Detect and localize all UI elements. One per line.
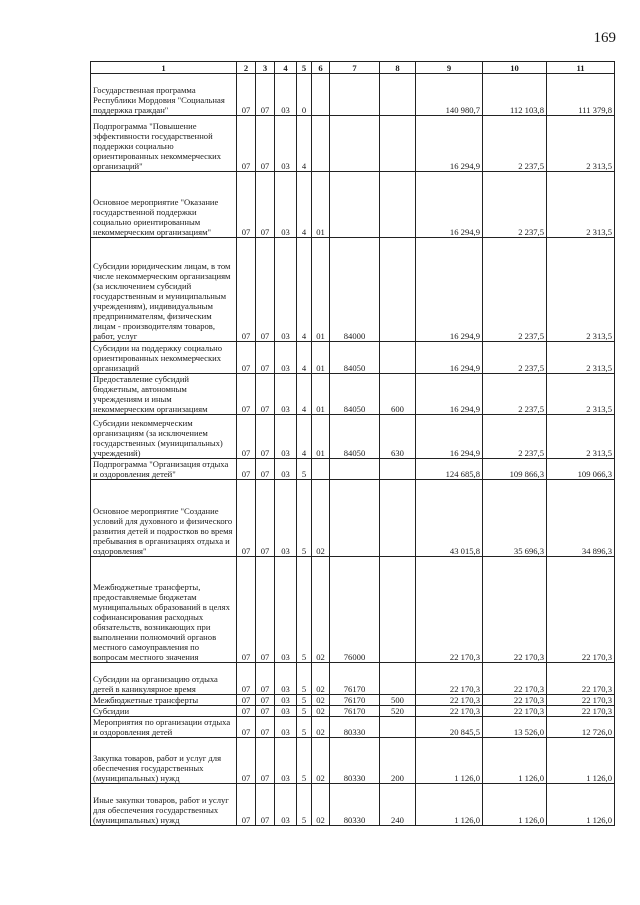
- row-v11-cell: 12 726,0: [547, 717, 615, 738]
- row-c2-cell: 07: [237, 74, 256, 116]
- row-c6-cell: 02: [312, 717, 330, 738]
- table-header-row: [91, 62, 615, 74]
- row-c2-cell: 07: [237, 557, 256, 663]
- row-v11-cell: 2 313,5: [547, 172, 615, 238]
- row-v9-cell: 1 126,0: [416, 738, 483, 784]
- row-c4-cell: 03: [275, 480, 297, 557]
- row-v9-cell: 16 294,9: [416, 342, 483, 374]
- row-c8-cell: 520: [380, 706, 416, 717]
- table-row: [91, 706, 615, 717]
- row-v10-cell: 2 237,5: [483, 415, 547, 459]
- table-row: [91, 738, 615, 784]
- row-v11-cell: 1 126,0: [547, 738, 615, 784]
- row-v10-cell: 2 237,5: [483, 342, 547, 374]
- row-c2-cell: 07: [237, 342, 256, 374]
- row-v10-cell: 2 237,5: [483, 172, 547, 238]
- row-c2-cell: 07: [237, 695, 256, 706]
- row-c4-cell: 03: [275, 74, 297, 116]
- row-v10-cell: 22 170,3: [483, 695, 547, 706]
- row-v11-cell: 22 170,3: [547, 706, 615, 717]
- row-c3-cell: 07: [256, 706, 275, 717]
- row-v9-cell: 16 294,9: [416, 172, 483, 238]
- row-c4-cell: 03: [275, 342, 297, 374]
- row-v11-cell: 34 896,3: [547, 480, 615, 557]
- row-v11-cell: 1 126,0: [547, 784, 615, 826]
- row-c2-cell: 07: [237, 706, 256, 717]
- row-c8-cell: [380, 342, 416, 374]
- row-v9-cell: 22 170,3: [416, 695, 483, 706]
- row-c6-cell: 02: [312, 695, 330, 706]
- row-v10-cell: 1 126,0: [483, 784, 547, 826]
- row-v10-cell: 22 170,3: [483, 557, 547, 663]
- row-c7-cell: [330, 74, 380, 116]
- row-c6-cell: 02: [312, 738, 330, 784]
- row-c6-cell: 02: [312, 784, 330, 826]
- row-v11-cell: 2 313,5: [547, 415, 615, 459]
- row-v11-cell: 22 170,3: [547, 695, 615, 706]
- row-v11-cell: 109 066,3: [547, 459, 615, 480]
- row-v9-cell: 22 170,3: [416, 706, 483, 717]
- row-c4-cell: 03: [275, 374, 297, 415]
- row-name-cell: Закупка товаров, работ и услуг для обеспечения государственных (муниципальных) нужд: [91, 738, 237, 784]
- row-name-cell: Субсидии юридическим лицам, в том числе некоммерческим организациям (за исключением субсидий государственным и муниципальным учреждениям), индивидуальным предпринимателям, физическим лицам - производителям товаров, работ, услуг: [91, 238, 237, 342]
- row-c2-cell: 07: [237, 116, 256, 172]
- row-v11-cell: 2 313,5: [547, 342, 615, 374]
- row-c7-cell: [330, 172, 380, 238]
- table-row: [91, 695, 615, 706]
- row-c4-cell: 03: [275, 238, 297, 342]
- row-c3-cell: 07: [256, 738, 275, 784]
- row-c3-cell: 07: [256, 374, 275, 415]
- row-c8-cell: [380, 459, 416, 480]
- row-c8-cell: 240: [380, 784, 416, 826]
- row-c5-cell: 4: [297, 374, 312, 415]
- row-v11-cell: 22 170,3: [547, 663, 615, 695]
- row-c4-cell: 03: [275, 116, 297, 172]
- row-c3-cell: 07: [256, 116, 275, 172]
- row-c8-cell: [380, 172, 416, 238]
- row-c8-cell: [380, 238, 416, 342]
- row-c4-cell: 03: [275, 717, 297, 738]
- row-c5-cell: 4: [297, 116, 312, 172]
- table-row: [91, 459, 615, 480]
- row-c6-cell: 01: [312, 342, 330, 374]
- row-c3-cell: 07: [256, 342, 275, 374]
- row-c6-cell: 02: [312, 663, 330, 695]
- row-c4-cell: 03: [275, 557, 297, 663]
- row-name-cell: Основное мероприятие "Оказание государственной поддержки социально ориентированным некоммерческим организациям": [91, 172, 237, 238]
- row-c5-cell: 5: [297, 480, 312, 557]
- column-header-6: 6: [312, 62, 330, 74]
- row-c5-cell: 5: [297, 706, 312, 717]
- row-c3-cell: 07: [256, 74, 275, 116]
- row-c7-cell: 76170: [330, 663, 380, 695]
- row-c7-cell: 76170: [330, 706, 380, 717]
- row-c3-cell: 07: [256, 663, 275, 695]
- row-c2-cell: 07: [237, 717, 256, 738]
- row-c2-cell: 07: [237, 738, 256, 784]
- row-v11-cell: 111 379,8: [547, 74, 615, 116]
- column-header-3: 3: [256, 62, 275, 74]
- row-v11-cell: 22 170,3: [547, 557, 615, 663]
- table-row: [91, 238, 615, 342]
- column-header-5: 5: [297, 62, 312, 74]
- row-c6-cell: 02: [312, 557, 330, 663]
- row-c4-cell: 03: [275, 663, 297, 695]
- row-c3-cell: 07: [256, 172, 275, 238]
- row-c7-cell: [330, 116, 380, 172]
- row-c5-cell: 5: [297, 738, 312, 784]
- table-row: [91, 784, 615, 826]
- column-header-2: 2: [237, 62, 256, 74]
- row-c2-cell: 07: [237, 784, 256, 826]
- row-c8-cell: 500: [380, 695, 416, 706]
- row-c5-cell: 4: [297, 415, 312, 459]
- row-v10-cell: 2 237,5: [483, 238, 547, 342]
- row-c7-cell: 84000: [330, 238, 380, 342]
- row-c7-cell: [330, 480, 380, 557]
- row-name-cell: Иные закупки товаров, работ и услуг для обеспечения государственных (муниципальных) нужд: [91, 784, 237, 826]
- row-v9-cell: 20 845,5: [416, 717, 483, 738]
- row-v10-cell: 1 126,0: [483, 738, 547, 784]
- row-v9-cell: 16 294,9: [416, 238, 483, 342]
- row-c6-cell: 01: [312, 172, 330, 238]
- table-row: [91, 557, 615, 663]
- row-c8-cell: [380, 74, 416, 116]
- table-row: [91, 415, 615, 459]
- row-c5-cell: 4: [297, 238, 312, 342]
- row-c8-cell: [380, 717, 416, 738]
- row-name-cell: Межбюджетные трансферты: [91, 695, 237, 706]
- row-c7-cell: 84050: [330, 342, 380, 374]
- row-v9-cell: 43 015,8: [416, 480, 483, 557]
- row-v9-cell: 16 294,9: [416, 374, 483, 415]
- row-c6-cell: 01: [312, 374, 330, 415]
- row-c8-cell: [380, 116, 416, 172]
- row-c7-cell: 80330: [330, 784, 380, 826]
- row-c4-cell: 03: [275, 172, 297, 238]
- row-c5-cell: 0: [297, 74, 312, 116]
- row-c3-cell: 07: [256, 238, 275, 342]
- row-c7-cell: 84050: [330, 415, 380, 459]
- row-name-cell: Предоставление субсидий бюджетным, автономным учреждениям и иным некоммерческим организациям: [91, 374, 237, 415]
- row-c8-cell: 630: [380, 415, 416, 459]
- row-c2-cell: 07: [237, 480, 256, 557]
- row-c7-cell: 84050: [330, 374, 380, 415]
- row-v9-cell: 16 294,9: [416, 116, 483, 172]
- row-c6-cell: 01: [312, 238, 330, 342]
- row-c4-cell: 03: [275, 459, 297, 480]
- row-v9-cell: 16 294,9: [416, 415, 483, 459]
- table-row: [91, 172, 615, 238]
- column-header-4: 4: [275, 62, 297, 74]
- row-v10-cell: 2 237,5: [483, 374, 547, 415]
- row-c5-cell: 5: [297, 717, 312, 738]
- row-c2-cell: 07: [237, 663, 256, 695]
- row-v11-cell: 2 313,5: [547, 238, 615, 342]
- row-v10-cell: 22 170,3: [483, 663, 547, 695]
- row-c7-cell: 80330: [330, 717, 380, 738]
- row-c5-cell: 5: [297, 459, 312, 480]
- budget-table: [90, 61, 615, 826]
- row-c8-cell: [380, 663, 416, 695]
- row-v9-cell: 124 685,8: [416, 459, 483, 480]
- row-name-cell: Субсидии на поддержку социально ориентированных некоммерческих организаций: [91, 342, 237, 374]
- row-c3-cell: 07: [256, 415, 275, 459]
- row-c8-cell: 600: [380, 374, 416, 415]
- row-c7-cell: 80330: [330, 738, 380, 784]
- row-c3-cell: 07: [256, 459, 275, 480]
- row-c4-cell: 03: [275, 695, 297, 706]
- row-v9-cell: 22 170,3: [416, 663, 483, 695]
- table-row: [91, 717, 615, 738]
- row-c6-cell: [312, 459, 330, 480]
- row-c2-cell: 07: [237, 172, 256, 238]
- row-v10-cell: 2 237,5: [483, 116, 547, 172]
- row-c7-cell: 76170: [330, 695, 380, 706]
- row-c2-cell: 07: [237, 238, 256, 342]
- row-name-cell: Подпрограмма "Организация отдыха и оздоровления детей": [91, 459, 237, 480]
- table-row: [91, 480, 615, 557]
- row-name-cell: Субсидии: [91, 706, 237, 717]
- row-c2-cell: 07: [237, 459, 256, 480]
- row-v10-cell: 35 696,3: [483, 480, 547, 557]
- row-v11-cell: 2 313,5: [547, 374, 615, 415]
- column-header-10: 10: [483, 62, 547, 74]
- table-row: [91, 116, 615, 172]
- table-row: [91, 374, 615, 415]
- page-number: 169: [593, 30, 616, 46]
- row-c3-cell: 07: [256, 784, 275, 826]
- row-name-cell: Основное мероприятие "Создание условий для духовного и физического развития детей и подростков во время пребывания в организациях отдыха и оздоровления": [91, 480, 237, 557]
- row-c5-cell: 5: [297, 695, 312, 706]
- row-c2-cell: 07: [237, 374, 256, 415]
- column-header-8: 8: [380, 62, 416, 74]
- row-c6-cell: [312, 74, 330, 116]
- column-header-1: 1: [91, 62, 237, 74]
- row-c5-cell: 5: [297, 784, 312, 826]
- row-c3-cell: 07: [256, 557, 275, 663]
- row-v10-cell: 112 103,8: [483, 74, 547, 116]
- row-c8-cell: 200: [380, 738, 416, 784]
- row-name-cell: Государственная программа Республики Мордовия "Социальная поддержка граждан": [91, 74, 237, 116]
- column-header-9: 9: [416, 62, 483, 74]
- row-c3-cell: 07: [256, 480, 275, 557]
- row-v10-cell: 109 866,3: [483, 459, 547, 480]
- row-v11-cell: 2 313,5: [547, 116, 615, 172]
- row-name-cell: Субсидии некоммерческим организациям (за исключением государственных (муниципальных) учреждений): [91, 415, 237, 459]
- row-c3-cell: 07: [256, 695, 275, 706]
- table-row: [91, 342, 615, 374]
- row-c6-cell: 02: [312, 480, 330, 557]
- row-c4-cell: 03: [275, 706, 297, 717]
- row-name-cell: Субсидии на организацию отдыха детей в каникулярное время: [91, 663, 237, 695]
- row-v10-cell: 22 170,3: [483, 706, 547, 717]
- row-c5-cell: 4: [297, 342, 312, 374]
- row-c8-cell: [380, 480, 416, 557]
- row-name-cell: Подпрограмма "Повышение эффективности государственной поддержки социально ориентированных некоммерческих организаций": [91, 116, 237, 172]
- row-c7-cell: 76000: [330, 557, 380, 663]
- row-name-cell: Мероприятия по организации отдыха и оздоровления детей: [91, 717, 237, 738]
- table-body: [91, 74, 615, 826]
- row-c4-cell: 03: [275, 784, 297, 826]
- row-c5-cell: 5: [297, 557, 312, 663]
- row-name-cell: Межбюджетные трансферты, предоставляемые бюджетам муниципальных образований в целях софинансирования расходных обязательств, возникающих при выполнении полномочий органов местного самоуправления по вопросам местного значения: [91, 557, 237, 663]
- row-c4-cell: 03: [275, 738, 297, 784]
- row-c8-cell: [380, 557, 416, 663]
- row-c2-cell: 07: [237, 415, 256, 459]
- row-c4-cell: 03: [275, 415, 297, 459]
- row-c7-cell: [330, 459, 380, 480]
- table-row: [91, 663, 615, 695]
- row-c6-cell: 01: [312, 415, 330, 459]
- table-row: [91, 74, 615, 116]
- row-c3-cell: 07: [256, 717, 275, 738]
- column-header-7: 7: [330, 62, 380, 74]
- row-v9-cell: 140 980,7: [416, 74, 483, 116]
- row-v9-cell: 1 126,0: [416, 784, 483, 826]
- column-header-11: 11: [547, 62, 615, 74]
- row-c6-cell: [312, 116, 330, 172]
- row-c6-cell: 02: [312, 706, 330, 717]
- row-c5-cell: 5: [297, 663, 312, 695]
- row-c5-cell: 4: [297, 172, 312, 238]
- row-v9-cell: 22 170,3: [416, 557, 483, 663]
- row-v10-cell: 13 526,0: [483, 717, 547, 738]
